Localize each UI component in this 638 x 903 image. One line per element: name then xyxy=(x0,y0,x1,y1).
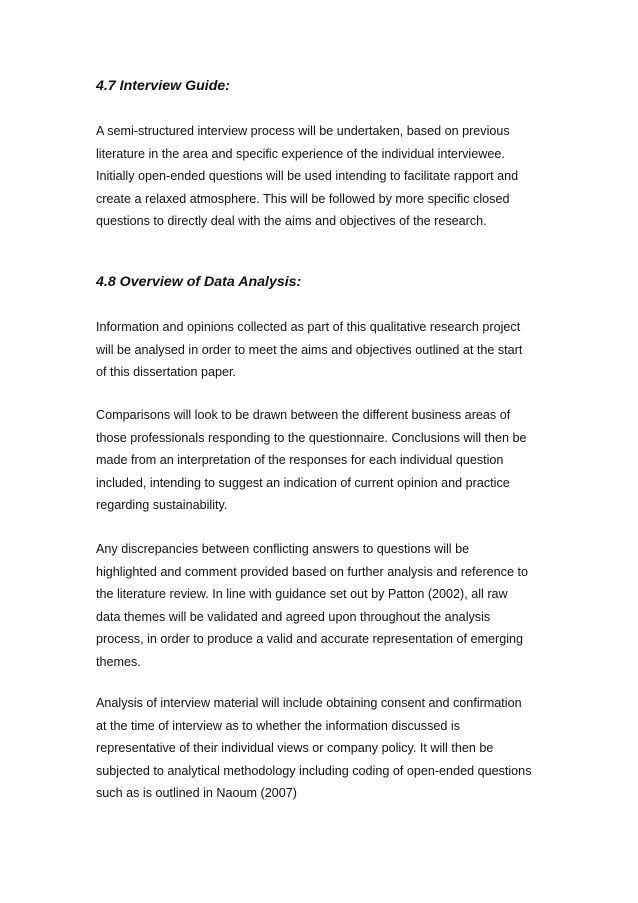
text-line: Analysis of interview material will include obtaining consent and confirmation xyxy=(96,696,522,710)
text-line: such as is outlined in Naoum (2007) xyxy=(96,786,297,801)
text-line: those professionals responding to the questionnaire. Conclusions will then be xyxy=(96,430,527,445)
text-line: Comparisons will look to be drawn between the different business areas of xyxy=(96,408,511,422)
text-line: highlighted and comment provided based on further analysis and reference to xyxy=(96,564,528,579)
text-line: Any discrepancies between conflicting answers to questions will be xyxy=(96,542,470,556)
text-line: process, in order to produce a valid and accurate representation of emerging xyxy=(96,632,524,647)
paragraph-interview-process xyxy=(96,120,518,233)
section-heading-data-analysis: 4.8 Overview of Data Analysis: xyxy=(96,274,302,290)
paragraph-information-collected xyxy=(96,316,522,384)
text-line: the literature review. In line with guidance set out by Patton (2002), all raw xyxy=(96,587,508,602)
text-line: representative of their individual views or company policy. It will then be xyxy=(96,741,494,756)
text-line: data themes will be validated and agreed upon throughout the analysis xyxy=(96,609,491,624)
text-line: will be analysed in order to meet the aims and objectives outlined at the start xyxy=(96,342,523,357)
paragraph-comparisons xyxy=(96,404,527,517)
text-line: of this dissertation paper. xyxy=(96,365,237,380)
text-line: included, intending to suggest an indication of current opinion and practice xyxy=(96,475,510,490)
text-line: subjected to analytical methodology including coding of open-ended questions xyxy=(96,763,532,778)
text-line: Initially open-ended questions will be used intending to facilitate rapport and xyxy=(96,169,519,184)
text-line: A semi-structured interview process will be undertaken, based on previous xyxy=(96,124,510,138)
text-line: regarding sustainability. xyxy=(96,498,228,513)
text-line: literature in the area and specific experience of the individual interviewee. xyxy=(96,146,505,161)
section-heading-interview-guide: 4.7 Interview Guide: xyxy=(96,78,231,94)
text-line: at the time of interview as to whether the information discussed is xyxy=(96,718,460,733)
paragraph-discrepancies xyxy=(96,538,528,674)
text-line: themes. xyxy=(96,654,141,669)
text-line: questions to directly deal with the aims and objectives of the research. xyxy=(96,214,487,229)
text-line: made from an interpretation of the responses for each individual question xyxy=(96,453,504,468)
text-line: Information and opinions collected as part of this qualitative research project xyxy=(96,320,521,334)
text-line: create a relaxed atmosphere. This will be followed by more specific closed xyxy=(96,191,510,206)
paragraph-interview-material xyxy=(96,692,532,805)
